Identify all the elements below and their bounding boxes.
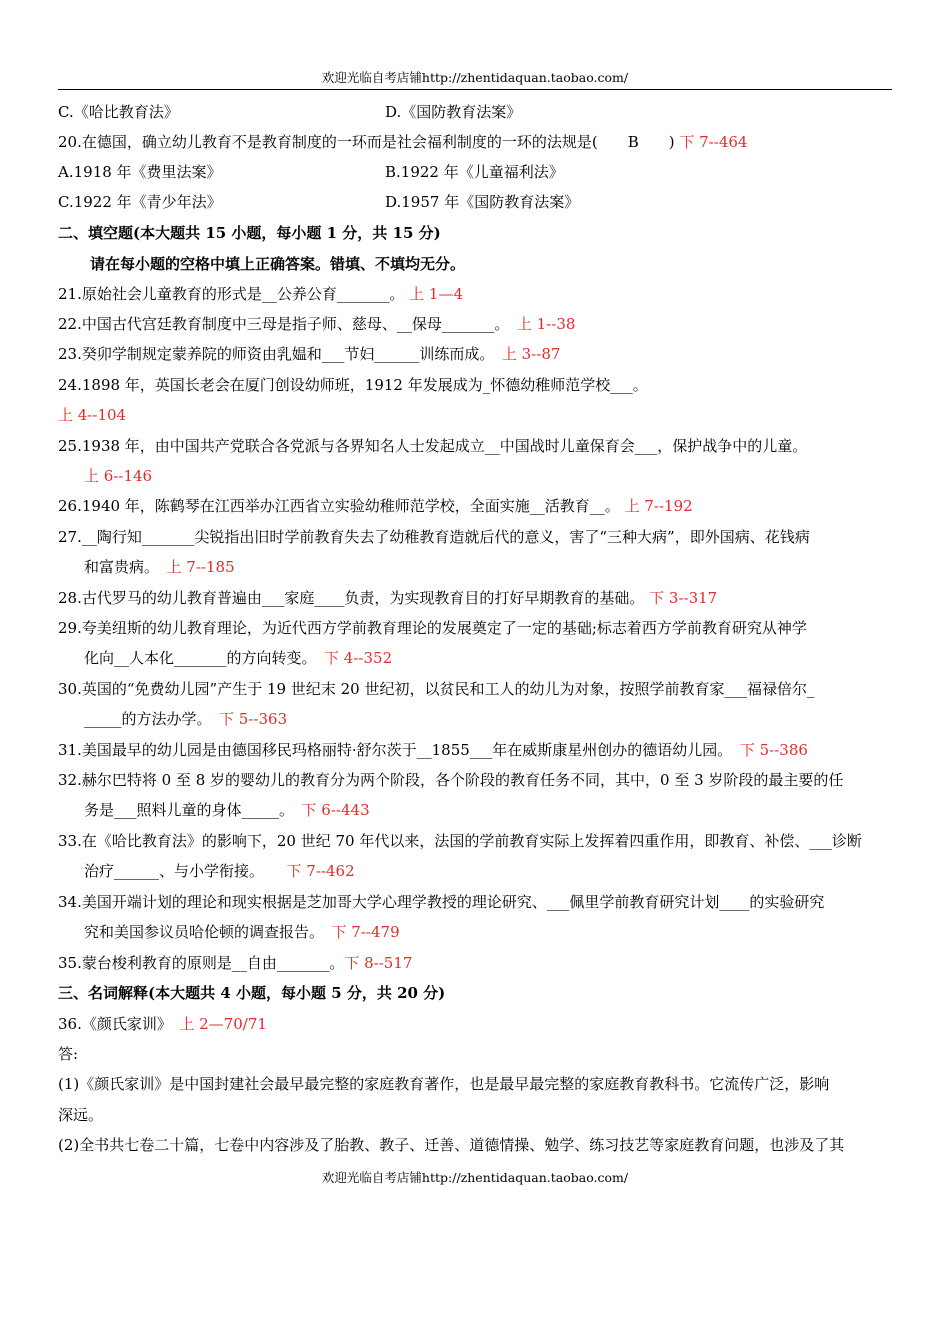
question-26 <box>58 496 894 516</box>
question-text: _____的方法办学。 <box>84 710 205 728</box>
page-reference: 下 5--386 <box>739 741 808 759</box>
page-footer: 欢迎光临自考店铺http://zhentidaquan.taobao.com/ <box>321 1170 629 1185</box>
page-reference: 上 7--192 <box>624 497 693 515</box>
page-reference: 下 6--443 <box>301 801 370 819</box>
question-32: 32.赫尔巴特将 0 至 8 岁的婴幼儿的教育分为两个阶段，各个阶段的教育任务不同，其中，0 至 3 岁阶段的最主要的任 <box>58 771 844 789</box>
page-reference: 下 3--317 <box>649 589 718 607</box>
page-reference: 上 1—4 <box>409 285 463 303</box>
question-text: 35.蒙台梭利教育的原则是__自由_______。 <box>58 954 345 972</box>
question-29-cont <box>84 648 894 668</box>
question-text: 31.美国最早的幼儿园是由德国移民玛格丽特·舒尔茨于__1855___年在威斯康星州创办的德语幼儿园。 <box>58 741 725 759</box>
question-27: 27.__陶行知_______尖锐指出旧时学前教育失去了幼稚教育造就后代的意义，害了“三种大病”，即外国病、花钱病 <box>58 528 810 546</box>
answer-paragraph-1-cont: 深远。 <box>58 1106 104 1124</box>
answer-paragraph-1: (1)《颜氏家训》是中国封建社会最早最完整的家庭教育著作，也是最早最完整的家庭教育教科书。它流传广泛，影响 <box>58 1075 830 1093</box>
header-divider <box>58 89 892 90</box>
question-31 <box>58 740 894 760</box>
page-header: 欢迎光临自考店铺http://zhentidaquan.taobao.com/ <box>321 70 629 85</box>
question-29: 29.夸美纽斯的幼儿教育理论，为近代西方学前教育理论的发展奠定了一定的基础;标志着西方学前教育研究从神学 <box>58 619 807 637</box>
question-text: 务是___照料儿童的身体_____。 <box>84 801 287 819</box>
q19-options-row <box>58 102 894 122</box>
page-reference: 上 2—70/71 <box>179 1015 267 1033</box>
question-35 <box>58 953 894 973</box>
question-22 <box>58 314 894 334</box>
question-text: 究和美国参议员哈伦顿的调查报告。 <box>84 923 317 941</box>
question-21 <box>58 284 894 304</box>
question-34: 34.美国开端计划的理论和现实根据是芝加哥大学心理学教授的理论研究、___佩里学前教育研究计划____的实验研究 <box>58 893 825 911</box>
question-text: 28.古代罗马的幼儿教育普遍由___家庭____负责，为实现教育目的打好早期教育的基础。 <box>58 589 645 607</box>
question-34-cont <box>84 922 894 942</box>
question-text: 治疗______、与小学衔接。 <box>84 862 257 880</box>
section-3-title: 三、名词解释(本大题共 4 小题，每小题 5 分，共 20 分) <box>58 984 446 1002</box>
question-25 <box>58 436 894 456</box>
question-text: 化向__人本化_______的方向转变。 <box>84 649 310 667</box>
answer-paragraph-2: (2)全书共七卷二十篇，七卷中内容涉及了胎教、教子、迁善、道德情操、勉学、练习技艺等家庭教育问题，也涉及了其 <box>58 1136 845 1154</box>
question-30-cont <box>84 709 894 729</box>
page-reference: 上 1--38 <box>516 315 576 333</box>
page-reference: 上 7--185 <box>166 558 235 576</box>
q20-option-d: D.1957 年《国防教育法案》 <box>385 193 580 211</box>
page-reference: 下 7--479 <box>331 923 400 941</box>
page-reference: 下 8--517 <box>344 954 413 972</box>
section-2-instruction: 请在每小题的空格中填上正确答案。错填、不填均无分。 <box>90 255 466 273</box>
question-20 <box>58 132 894 152</box>
question-text: 25.1938 年，由中国共产党联合各党派与各界知名人士发起成立__中国战时儿童保育会___，保护战争中的儿童。 <box>58 437 808 455</box>
question-32-cont <box>84 800 894 820</box>
q25-page-reference: 上 6--146 <box>84 467 153 485</box>
q20-options-row-1 <box>58 162 894 182</box>
question-30: 30.英国的“免费幼儿园”产生于 19 世纪末 20 世纪初，以贫民和工人的幼儿为对象，按照学前教育家___福禄倍尔_ <box>58 680 815 698</box>
question-27-cont <box>84 557 894 577</box>
page-reference: 下 7--464 <box>679 133 748 151</box>
q19-option-c: C.《哈比教育法》 <box>58 103 179 121</box>
question-text: 36.《颜氏家训》 <box>58 1015 165 1033</box>
question-23 <box>58 344 894 364</box>
q20-option-b: B.1922 年《儿童福利法》 <box>385 163 564 181</box>
page-reference: 下 5--363 <box>219 710 288 728</box>
answer-label: 答: <box>58 1045 79 1063</box>
q19-option-d: D.《国防教育法案》 <box>385 103 522 121</box>
question-text: 和富贵病。 <box>84 558 152 576</box>
question-36 <box>58 1014 894 1034</box>
question-33-cont <box>84 861 894 881</box>
question-33: 33.在《哈比教育法》的影响下，20 世纪 70 年代以来，法国的学前教育实际上发挥着四重作用，即教育、补偿、___诊断 <box>58 832 862 850</box>
question-24 <box>58 375 894 395</box>
q20-options-row-2 <box>58 192 894 212</box>
section-2-title: 二、填空题(本大题共 15 小题，每小题 1 分，共 15 分) <box>58 224 441 242</box>
question-text: 20.在德国，确立幼儿教育不是教育制度的一环而是社会福利制度的一环的法规是( B ) <box>58 133 675 151</box>
q24-page-reference: 上 4--104 <box>58 406 127 424</box>
q20-option-a: A.1918 年《费里法案》 <box>58 163 222 181</box>
q20-option-c: C.1922 年《青少年法》 <box>58 193 222 211</box>
question-text: 23.癸卯学制规定蒙养院的师资由乳媪和___节妇______训练而成。 <box>58 345 487 363</box>
question-text: 22.中国古代宫廷教育制度中三母是指子师、慈母、__保母_______。 <box>58 315 502 333</box>
page-reference: 下 4--352 <box>324 649 393 667</box>
page-reference: 下 7--462 <box>286 862 355 880</box>
question-text: 21.原始社会儿童教育的形式是__公养公育_______。 <box>58 285 405 303</box>
page-reference: 上 3--87 <box>501 345 561 363</box>
question-text: 24.1898 年，英国长老会在厦门创设幼师班，1912 年发展成为_怀德幼稚师范学校___。 <box>58 376 648 394</box>
question-text: 26.1940 年，陈鹤琴在江西举办江西省立实验幼稚师范学校，全面实施__活教育__。 <box>58 497 620 515</box>
question-28 <box>58 588 894 608</box>
